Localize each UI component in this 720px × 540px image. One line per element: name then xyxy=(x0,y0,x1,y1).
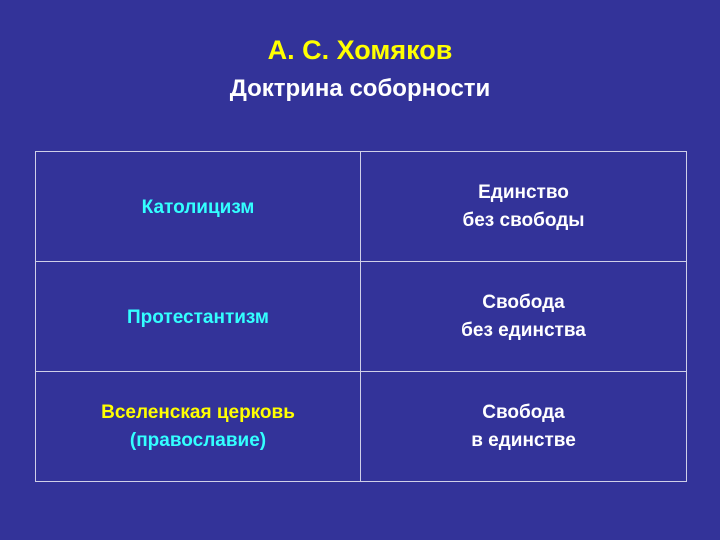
principle-label: без свободы xyxy=(462,210,585,231)
confession-label: Протестантизм xyxy=(127,307,269,328)
slide-title: А. С. Хомяков xyxy=(267,35,453,65)
principle-label: Единство xyxy=(478,182,569,203)
confession-label: (православие) xyxy=(129,430,267,451)
principle-label: Свобода xyxy=(482,292,565,313)
table-cell-confession xyxy=(36,262,361,372)
principle-label: без единства xyxy=(461,320,586,341)
table-cell-confession xyxy=(36,152,361,262)
table-cell-principle xyxy=(361,152,687,262)
table-cell-principle xyxy=(361,262,687,372)
table-row xyxy=(36,152,687,262)
doctrine-table xyxy=(35,151,687,482)
table-cell-confession xyxy=(36,372,361,482)
table-row xyxy=(36,372,687,482)
slide-subtitle: Доктрина соборности xyxy=(229,75,491,102)
table-cell-principle xyxy=(361,372,687,482)
confession-label: Католицизм xyxy=(141,197,255,218)
confession-label: Вселенская церковь xyxy=(101,402,295,423)
principle-label: Свобода xyxy=(482,402,565,423)
principle-label: в единстве xyxy=(471,430,576,451)
table-row xyxy=(36,262,687,372)
